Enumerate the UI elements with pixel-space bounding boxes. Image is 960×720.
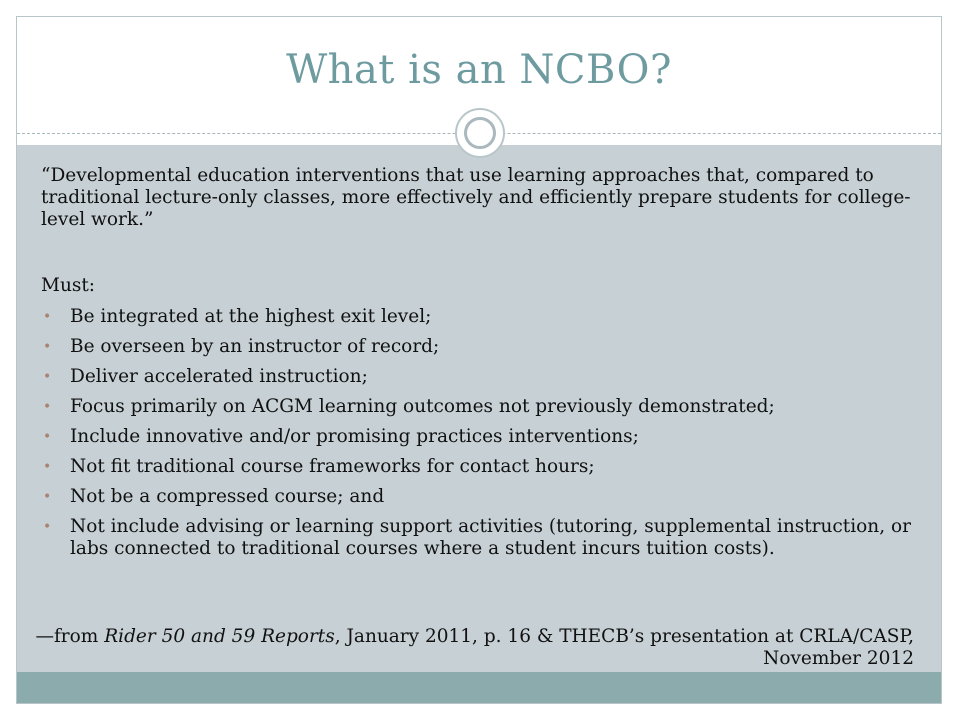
source-title: Rider 50 and 59 Reports (104, 626, 335, 647)
bullet-icon: • (43, 309, 52, 325)
source-suffix: , January 2011, p. 16 & THECB’s presentation at CRLA/CASP, November 2012 (334, 626, 914, 669)
list-item-text: Not be a compressed course; and (70, 486, 385, 507)
bullet-icon: • (43, 369, 52, 385)
list-item (41, 306, 911, 328)
bullet-icon: • (43, 399, 52, 415)
circle-ornament-inner (464, 117, 496, 149)
requirements-list (41, 306, 911, 568)
list-item-text: Not include advising or learning support activities (tutoring, supplemental instruction, or labs connected to traditional courses where a student incurs tuition costs). (70, 516, 911, 559)
bullet-icon: • (43, 459, 52, 475)
slide-title: What is an NCBO? (286, 47, 672, 93)
list-item (41, 426, 911, 448)
bullet-icon: • (43, 429, 52, 445)
footer-band (17, 672, 941, 703)
source-citation (30, 626, 914, 670)
list-item (41, 366, 911, 388)
list-item (41, 396, 911, 418)
bullet-icon: • (43, 489, 52, 505)
list-item (41, 486, 911, 508)
must-label: Must: (41, 275, 96, 296)
list-item (41, 336, 911, 358)
bullet-icon: • (43, 339, 52, 355)
list-item-text: Include innovative and/or promising practices interventions; (70, 426, 639, 447)
list-item-text: Focus primarily on ACGM learning outcomes not previously demonstrated; (70, 396, 775, 417)
list-item-text: Not fit traditional course frameworks for contact hours; (70, 456, 595, 477)
definition-quote: “Developmental education interventions that use learning approaches that, compared to traditional lecture-only classes, more effectively and efficiently prepare students for college-level work.” (41, 165, 911, 230)
list-item (41, 516, 911, 560)
list-item (41, 456, 911, 478)
source-prefix: —from (35, 626, 105, 647)
list-item-text: Deliver accelerated instruction; (70, 366, 368, 387)
bullet-icon: • (43, 519, 52, 535)
list-item-text: Be overseen by an instructor of record; (70, 336, 440, 357)
circle-ornament-icon (455, 108, 505, 158)
list-item-text: Be integrated at the highest exit level; (70, 306, 432, 327)
